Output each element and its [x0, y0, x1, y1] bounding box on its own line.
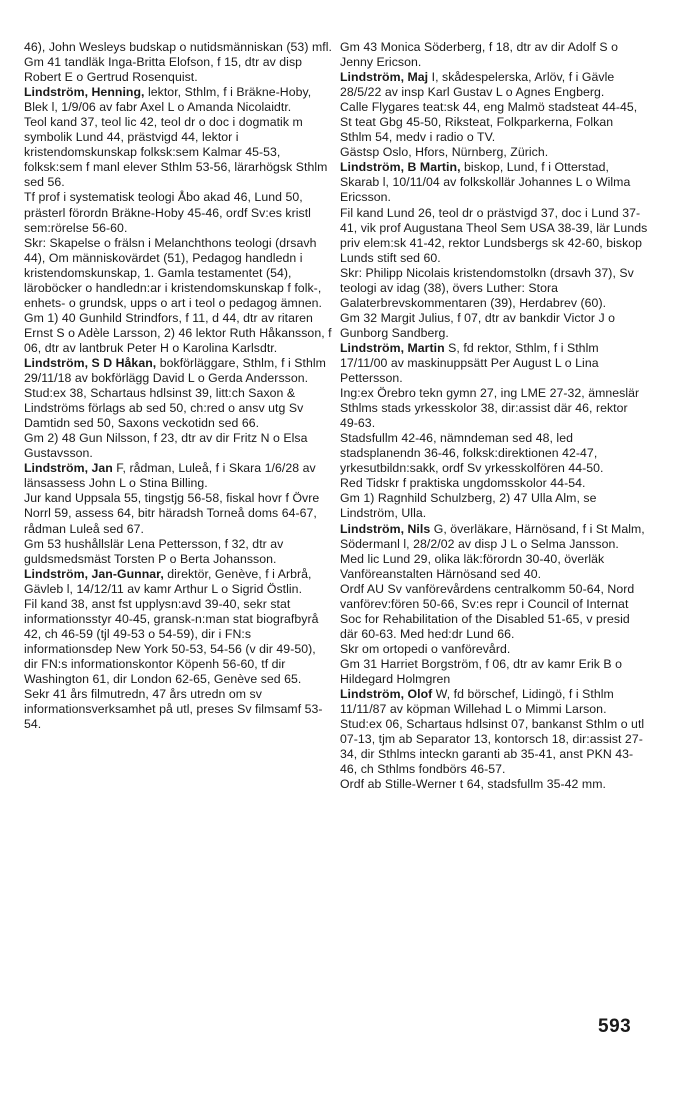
entry-text: I, skådespelerska, Arlöv, f i Gävle 28/5/22 av insp Karl Gustav L o Agnes Engberg.	[340, 70, 615, 100]
entry-text: Ordf AU Sv vanförevårdens centralkomm 50-64, Nord vanförev:fören 50-66, Sv:es repr i Council of Internat Soc for Rehabilitation of the Disabled 51-65, v presid där 60-63. Med hed:dr Lund 66.	[340, 581, 635, 641]
biography-entry-text	[340, 657, 648, 687]
entry-text: biskop, Lund, f i Otterstad, Skarab l, 10/11/04 av folkskollär Johannes L o Wilma Ericsson.	[340, 160, 631, 205]
person-name: Lindström, S D Håkan,	[24, 355, 157, 370]
entry-text: Calle Flygares teat:sk 44, eng Malmö stadsteat 44-45, St teat Gbg 45-50, Riksteat, Folkparkerna, Folkan Sthlm 54, medv i radio o TV.	[340, 100, 638, 145]
biography-entry-text	[340, 206, 648, 266]
entry-text: Ordf ab Stille-Werner t 64, stadsfullm 35-42 mm.	[340, 777, 606, 792]
biography-entry-text	[340, 717, 648, 777]
person-name: Lindström, Nils	[340, 521, 431, 536]
biography-entry-text	[340, 476, 648, 491]
entry-text: Sekr 41 års filmutredn, 47 års utredn om sv informationsverksamhet på utl, preses Sv filmsamf 53-54.	[24, 687, 323, 732]
left-column	[24, 40, 332, 732]
biography-entry-text	[340, 40, 648, 70]
person-name: Lindström, B Martin,	[340, 160, 461, 175]
biography-entry-text	[340, 311, 648, 341]
biography-entry-text	[24, 190, 332, 235]
person-name: Lindström, Martin	[340, 340, 445, 355]
biography-entry-text	[24, 115, 332, 190]
entry-text: Med lic Lund 29, olika läk:förordn 30-40, överläk Vanföreanstalten Härnösand sed 40.	[340, 551, 605, 581]
person-name: Lindström, Maj	[340, 70, 429, 85]
page-number: 593	[598, 1016, 632, 1037]
biography-entry-text	[24, 537, 332, 567]
entry-text: Gm 53 hushållslär Lena Pettersson, f 32, dtr av guldsmedsmäst Torsten P o Berta Johansson.	[24, 536, 284, 566]
biography-entry-text	[340, 552, 648, 582]
entry-text: bokförläggare, Sthlm, f i Sthlm 29/11/18 av bokförlägg David L o Gerda Andersson.	[24, 355, 326, 386]
biography-entry-heading	[340, 687, 648, 717]
entry-text: Gm 32 Margit Julius, f 07, dtr av bankdir Victor J o Gunborg Sandberg.	[340, 310, 616, 340]
entry-text: 46), John Wesleys budskap o nutidsmänniskan (53) mfl.	[24, 40, 332, 54]
entry-text: F, rådman, Luleå, f i Skara 1/6/28 av länsassess John L o Stina Billing.	[24, 461, 316, 491]
biography-entry-text	[24, 40, 332, 55]
biography-entry-text	[340, 266, 648, 311]
entry-text: Gm 43 Monica Söderberg, f 18, dtr av dir Adolf S o Jenny Ericson.	[340, 40, 618, 70]
biography-entry-text	[24, 491, 332, 536]
entry-text: Stud:ex 38, Schartaus hdlsinst 39, litt:ch Saxon & Lindströms förlags ab sed 50, ch:red o ansv utg Sv Damtidn sed 50, Saxons veckotidn sed 66.	[24, 386, 304, 431]
right-column	[340, 40, 648, 792]
biography-entry-heading	[340, 70, 648, 100]
entry-text: Skr om ortopedi o vanförevård.	[340, 641, 511, 656]
entry-text: Ing:ex Örebro tekn gymn 27, ing LME 27-32, ämneslär Sthlms stads yrkesskolor 38, dir:assist där 46, rektor 49-63.	[340, 386, 640, 431]
biography-entry-text	[340, 777, 648, 792]
biography-entry-text	[340, 145, 648, 160]
biography-entry-text	[24, 236, 332, 311]
biography-entry-text	[340, 642, 648, 657]
entry-text: Teol kand 37, teol lic 42, teol dr o doc i dogmatik m symbolik Lund 44, prästvigd 44, lektor i kristendomskunskap folksk:sem Kalmar 45-53, folksk:sem f manl elever Sthlm 53-56, lärarhögsk Sthlm sed 56.	[24, 115, 328, 190]
biography-entry-heading	[24, 356, 332, 386]
person-name: Lindström, Olof	[340, 687, 433, 702]
biography-entry-text	[24, 386, 332, 431]
biography-entry-heading	[340, 341, 648, 386]
entry-text: Gm 41 tandläk Inga-Britta Elofson, f 15, dtr av disp Robert E o Gertrud Rosenquist.	[24, 55, 303, 85]
entry-text: Stud:ex 06, Schartaus hdlsinst 07, bankanst Sthlm o utl 07-13, tjm ab Separator 13, kontorsch 18, dir:assist 27-34, dir Sthlms inteckn garanti ab 35-41, anst PKN 43-46, ch Sthlms fondbörs 46-57.	[340, 717, 645, 777]
entry-text: Gm 1) 40 Gunhild Strindfors, f 11, d 44, dtr av ritaren Ernst S o Adèle Larsson, 2) 46 lektor Ruth Håkansson, f 06, dtr av lantbruk Peter H o Karolina Karlsdtr.	[24, 310, 332, 355]
biography-entry-heading	[24, 567, 332, 597]
entry-text: Stadsfullm 42-46, nämndeman sed 48, led stadsplanendn 36-46, folksk:direktionen 42-47, yrkesutbildn:sakk, ordf Sv yrkesskolfören 44-50.	[340, 431, 604, 476]
entry-text: Gm 31 Harriet Borgström, f 06, dtr av kamr Erik B o Hildegard Holmgren	[340, 656, 623, 686]
entry-text: G, överläkare, Härnösand, f i St Malm, Södermanl l, 28/2/02 av disp J L o Selma Jansson.	[340, 521, 645, 551]
biography-entry-text	[340, 582, 648, 642]
person-name: Lindström, Henning,	[24, 85, 145, 100]
biography-entry-text	[24, 431, 332, 461]
biography-entry-text	[340, 100, 648, 145]
biography-entry-heading	[24, 85, 332, 115]
biography-entry-heading	[24, 461, 332, 491]
entry-text: S, fd rektor, Sthlm, f i Sthlm 17/11/00 av maskinuppsätt Per August L o Lina Pettersson.	[340, 340, 599, 386]
biography-entry-text	[24, 687, 332, 732]
entry-text: lektor, Sthlm, f i Bräkne-Hoby, Blek l, 1/9/06 av fabr Axel L o Amanda Nicolaidtr.	[24, 85, 312, 115]
entry-text: Tf prof i systematisk teologi Åbo akad 46, Lund 50, prästerl förordn Bräkne-Hoby 45-46, ordf Sv:es kristl sem:rörelse 56-60.	[24, 190, 311, 235]
biography-entry-heading	[340, 522, 648, 552]
biography-entry-text	[24, 55, 332, 85]
biography-entry-text	[24, 311, 332, 356]
biography-entry-text	[340, 431, 648, 476]
entry-text: Red Tidskr f praktiska ungdomsskolor 44-54.	[340, 476, 586, 491]
entry-text: Gästsp Oslo, Hfors, Nürnberg, Zürich.	[340, 145, 549, 160]
entry-text: Fil kand 38, anst fst upplysn:avd 39-40, sekr stat informationsstyr 40-45, gransk-n:man stat biografbyrå 42, ch 46-59 (tjl 49-53 o 54-59), dir i FN:s informationsdep New York 50-53, 54-56 (v dir 49-50), dir FN:s informationskontor Köpenh 56-60, tf dir Washington 61, dir London 62-65, Genève sed 65.	[24, 596, 319, 686]
biography-entry-text	[340, 491, 648, 521]
biography-entry-text	[24, 597, 332, 687]
entry-text: Gm 1) Ragnhild Schulzberg, 2) 47 Ulla Alm, se Lindström, Ulla.	[340, 491, 597, 521]
entry-text: Skr: Philipp Nicolais kristendomstolkn (drsavh 37), Sv teologi av idag (38), övers Luther: Stora Galaterbrevskommentaren (39), Herdabrev (60).	[340, 265, 634, 310]
entry-text: direktör, Genève, f i Arbrå, Gävleb l, 14/12/11 av kamr Arthur L o Sigrid Östlin.	[24, 566, 312, 596]
entry-text: Fil kand Lund 26, teol dr o prästvigd 37, doc i Lund 37-41, vik prof Augustana Theol Sem USA 38-39, lär Lunds priv elem:sk 41-42, rektor Lundsbergs sk 42-60, biskop Lunds stift sed 60.	[340, 205, 648, 265]
biography-entry-text	[340, 386, 648, 431]
person-name: Lindström, Jan-Gunnar,	[24, 566, 164, 581]
entry-text: Jur kand Uppsala 55, tingstjg 56-58, fiskal hovr f Övre Norrl 59, assess 64, bitr häradsh Torneå doms 64-67, rådman Luleå sed 67.	[24, 491, 320, 536]
entry-text: Gm 2) 48 Gun Nilsson, f 23, dtr av dir Fritz N o Elsa Gustavsson.	[24, 431, 308, 461]
entry-text: Skr: Skapelse o frälsn i Melanchthons teologi (drsavh 44), Om människovärdet (51), Pedagog handledn i kristendomskunskap, 1. Gamla testamentet (54), läroböcker o handledn:ar i kristendomskunskap f folk-, enhets- o grundsk, upps o art i teol o pedagog ämnen.	[24, 235, 322, 310]
person-name: Lindström, Jan	[24, 461, 113, 476]
entry-text: W, fd börschef, Lidingö, f i Sthlm 11/11/87 av köpman Willehad L o Mimmi Larson.	[340, 687, 614, 717]
biography-entry-heading	[340, 160, 648, 205]
